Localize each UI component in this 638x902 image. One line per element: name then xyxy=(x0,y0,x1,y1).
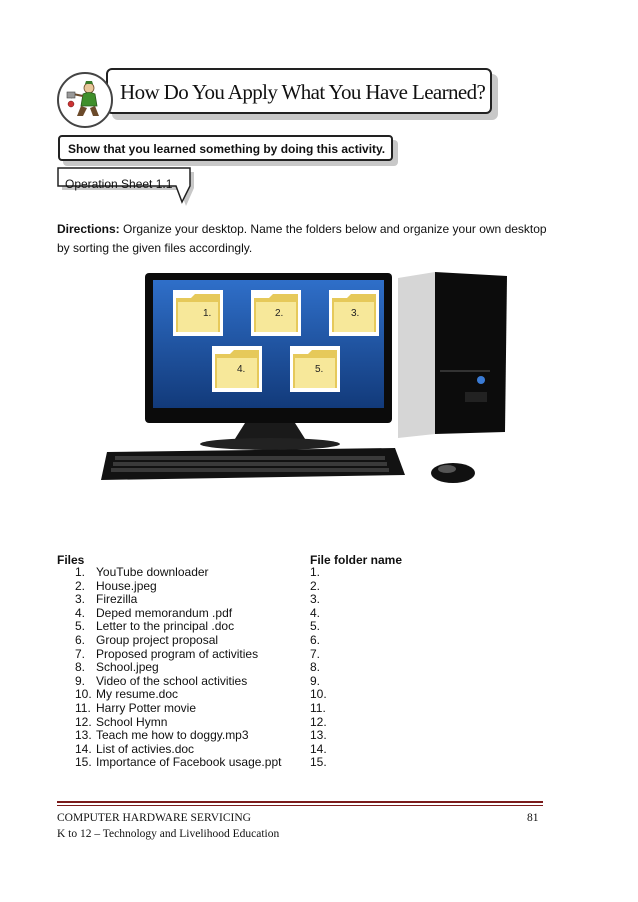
list-item: 15. xyxy=(310,755,327,770)
directions-paragraph xyxy=(57,220,547,258)
item-number: 11. xyxy=(75,700,91,715)
desktop-computer-icon xyxy=(95,270,525,525)
page-title: How Do You Apply What You Have Learned? xyxy=(120,80,486,104)
item-number: 3. xyxy=(75,592,86,607)
file-name: List of activies.doc xyxy=(96,741,195,756)
item-number: 12. xyxy=(75,714,92,729)
list-item: 9. xyxy=(310,673,321,688)
item-number: 9. xyxy=(75,673,86,688)
mascot-figure-icon-svg xyxy=(59,74,111,126)
file-name: Proposed program of activities xyxy=(96,646,259,661)
footer-program: K to 12 – Technology and Livelihood Education xyxy=(57,828,280,840)
item-number: 15. xyxy=(75,755,92,770)
item-number: 13. xyxy=(75,728,92,743)
list-item xyxy=(75,607,281,621)
item-number: 7. xyxy=(75,646,86,661)
item-number: 5. xyxy=(75,619,86,634)
list-item xyxy=(75,620,281,634)
folder-3-label: 3. xyxy=(351,308,360,319)
item-number: 1. xyxy=(75,565,86,579)
list-item: 1. xyxy=(310,565,321,579)
folder-2-label: 2. xyxy=(275,308,284,319)
list-item xyxy=(75,756,281,770)
list-item xyxy=(75,716,281,730)
item-number: 14. xyxy=(75,741,92,756)
desktop-computer-illustration xyxy=(95,270,525,520)
file-name: Teach me how to doggy.mp3 xyxy=(96,728,249,743)
file-name: Importance of Facebook usage.ppt xyxy=(96,755,282,770)
list-item xyxy=(75,566,281,580)
folder-1-icon xyxy=(173,290,223,336)
list-item: 11. xyxy=(310,700,326,715)
file-name: Harry Potter movie xyxy=(96,700,197,715)
list-item: 14. xyxy=(310,741,327,756)
file-name: YouTube downloader xyxy=(96,565,209,579)
list-item: 13. xyxy=(310,728,327,743)
mascot-figure-icon xyxy=(57,72,113,128)
item-number: 6. xyxy=(75,632,86,647)
item-number: 2. xyxy=(75,578,86,593)
list-item xyxy=(75,648,281,662)
list-item xyxy=(75,661,281,675)
folder-5-label: 5. xyxy=(315,364,324,375)
file-name: Firezilla xyxy=(96,592,138,607)
file-name: House.jpeg xyxy=(96,578,157,593)
files-heading: Files xyxy=(57,553,85,567)
files-list xyxy=(75,566,281,770)
list-item: 6. xyxy=(310,632,321,647)
list-item xyxy=(75,580,281,594)
file-name: Letter to the principal .doc xyxy=(96,619,235,634)
list-item: 12. xyxy=(310,714,327,729)
list-item xyxy=(75,702,281,716)
page-number: 81 xyxy=(527,812,539,824)
footer-rule-thin xyxy=(57,805,543,806)
list-item xyxy=(75,634,281,648)
file-name: Deped memorandum .pdf xyxy=(96,605,233,620)
list-item xyxy=(75,593,281,607)
subheading: Show that you learned something by doing this activity. xyxy=(68,142,386,156)
item-number: 4. xyxy=(75,605,86,620)
list-item xyxy=(75,675,281,689)
directions-text: Organize your desktop. Name the folders below and organize your own desktop by sorting the given files accordingly. xyxy=(57,222,547,255)
folder-1-label: 1. xyxy=(203,308,212,319)
folder-name-list xyxy=(310,566,327,770)
list-item: 4. xyxy=(310,605,321,620)
list-item xyxy=(75,688,281,702)
item-number: 10. xyxy=(75,687,92,702)
list-item xyxy=(75,729,281,743)
list-item: 7. xyxy=(310,646,321,661)
file-name: Video of the school activities xyxy=(96,673,248,688)
item-number: 8. xyxy=(75,660,86,675)
operation-sheet-label: Operation Sheet 1.1 xyxy=(65,177,173,191)
file-name: Group project proposal xyxy=(96,632,219,647)
list-item: 3. xyxy=(310,592,321,607)
file-name: School Hymn xyxy=(96,714,168,729)
folder-name-heading: File folder name xyxy=(310,553,403,567)
file-name: School.jpeg xyxy=(96,660,159,675)
file-name: My resume.doc xyxy=(96,687,179,702)
list-item: 8. xyxy=(310,660,321,675)
footer-course-title: COMPUTER HARDWARE SERVICING xyxy=(57,812,251,824)
list-item: 5. xyxy=(310,619,321,634)
list-item: 2. xyxy=(310,578,321,593)
directions-label: Directions: xyxy=(57,222,120,236)
list-item: 10. xyxy=(310,687,327,702)
list-item xyxy=(75,743,281,757)
footer-rule xyxy=(57,801,543,803)
folder-4-label: 4. xyxy=(237,364,246,375)
